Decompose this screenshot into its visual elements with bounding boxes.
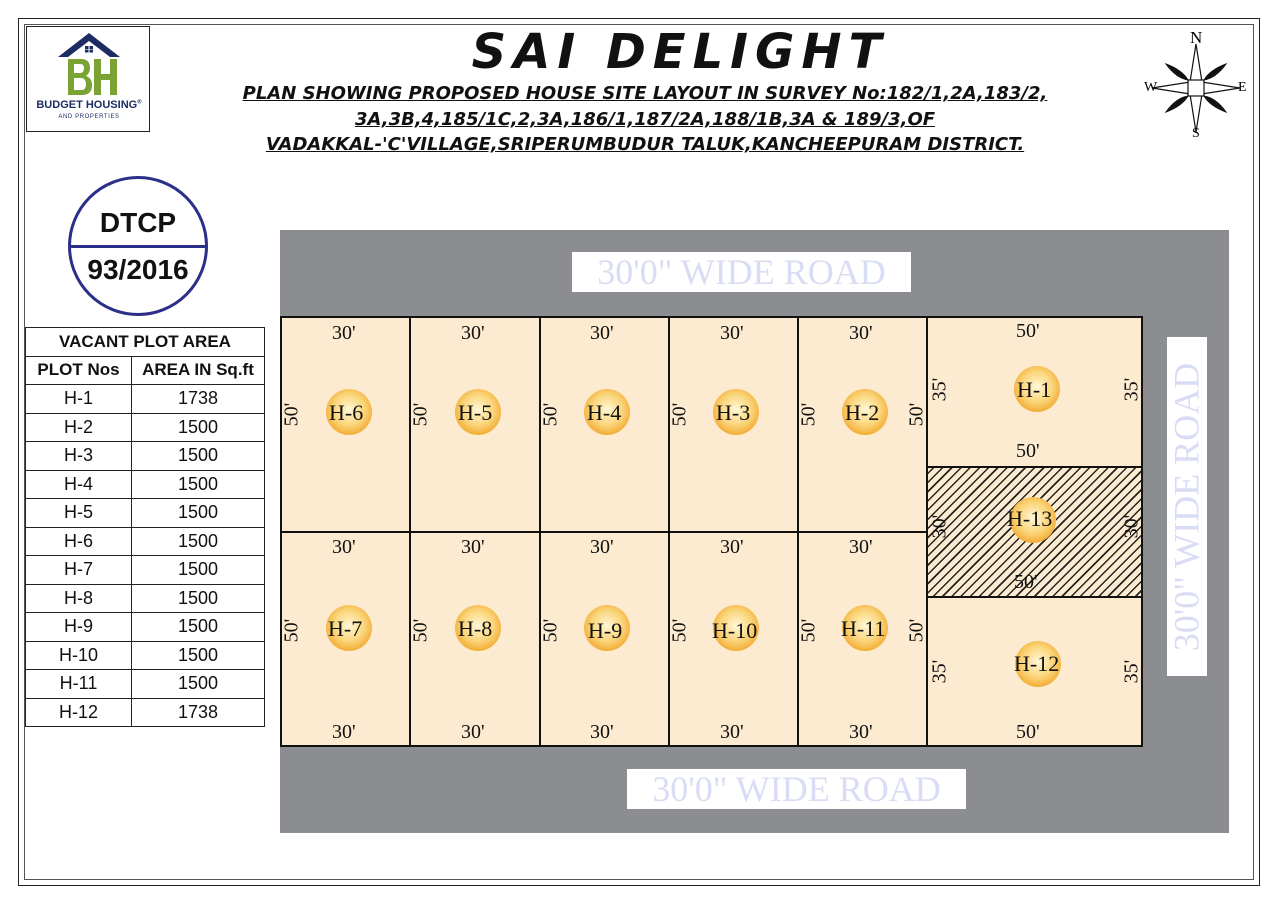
area-cell: 1500 (132, 442, 265, 471)
area-cell: 1500 (132, 584, 265, 613)
subtitle-line-3: VADAKKAL-'C'VILLAGE,SRIPERUMBUDUR TALUK,KANCHEEPURAM DISTRICT. (265, 134, 1025, 155)
plot-h5-label: H-5 (458, 400, 493, 425)
bottom-road-label: 30'0" WIDE ROAD (627, 769, 966, 809)
plot-h10-label: H-10 (712, 618, 758, 643)
plot-width-dim: 30' (590, 721, 614, 743)
area-cell: 1500 (132, 527, 265, 556)
plot-width-dim: 30' (332, 322, 356, 344)
plot-width-dim: 30' (332, 536, 356, 558)
plot-no-cell: H-6 (26, 527, 132, 556)
plot-width-dim: 30' (849, 536, 873, 558)
dtcp-authority: DTCP (99, 207, 177, 238)
plot-no-cell: H-8 (26, 584, 132, 613)
compass-east-label: E (1238, 80, 1247, 95)
plot-depth-dim: 50' (797, 402, 820, 427)
right-road-label: 30'0" WIDE ROAD (1166, 362, 1207, 652)
logo-tagline: AND PROPERTIES (58, 114, 120, 120)
plot-depth-dim: 50' (668, 618, 691, 643)
area-cell: 1500 (132, 413, 265, 442)
area-cell: 1738 (132, 698, 265, 727)
house-logo-icon (54, 31, 124, 97)
plot-h6-label: H-6 (329, 400, 364, 425)
plot-no-cell: H-9 (26, 613, 132, 642)
plot-no-cell: H-10 (26, 641, 132, 670)
plot-no-cell: H-7 (26, 556, 132, 585)
plot-depth-dim: 30' (1120, 514, 1143, 539)
plot-depth-dim: 50' (797, 618, 820, 643)
plot-depth-dim: 50' (668, 402, 691, 427)
area-cell: 1500 (132, 613, 265, 642)
plot-h2-label: H-2 (845, 400, 880, 425)
plot-h4-label: H-4 (587, 400, 622, 425)
plot-h13-label: H-13 (1007, 506, 1053, 531)
plot-no-cell: H-11 (26, 670, 132, 699)
table-row (26, 670, 265, 699)
plot-width-dim: 30' (332, 721, 356, 743)
table-row (26, 499, 265, 528)
compass-south-label: S (1192, 126, 1200, 141)
top-road-label: 30'0" WIDE ROAD (572, 252, 911, 292)
logo-company-name: BUDGET HOUSING (36, 99, 138, 111)
plot-no-cell: H-2 (26, 413, 132, 442)
plot-divider (927, 466, 1141, 468)
plot-width-dim: 30' (720, 322, 744, 344)
plot-depth-dim: 30' (928, 514, 951, 539)
plot-h9-label: H-9 (588, 618, 623, 643)
plot-depth-dim: 50' (409, 618, 432, 643)
plot-h11-label: H-11 (841, 616, 886, 641)
plot-width-dim: 50' (1016, 320, 1040, 342)
table-row (26, 613, 265, 642)
table-row (26, 413, 265, 442)
dtcp-approval-seal (68, 176, 208, 316)
plot-width-dim: 30' (590, 322, 614, 344)
plot-area-table (25, 327, 265, 727)
table-row (26, 442, 265, 471)
plot-width-dim: 50' (1016, 721, 1040, 743)
plot-no-cell: H-12 (26, 698, 132, 727)
plot-width-dim: 30' (590, 536, 614, 558)
area-cell: 1500 (132, 641, 265, 670)
plot-depth-dim: 35' (1120, 377, 1143, 402)
north-compass (1140, 28, 1252, 144)
plot-h8-label: H-8 (458, 616, 493, 641)
header-area: AREA IN Sq.ft (132, 356, 265, 385)
table-row (26, 641, 265, 670)
dtcp-number: 93/2016 (87, 254, 189, 285)
table-header-row (26, 356, 265, 385)
plot-depth-dim: 50' (539, 402, 562, 427)
plot-h7-label: H-7 (328, 616, 363, 641)
subtitle-line-1: PLAN SHOWING PROPOSED HOUSE SITE LAYOUT IN SURVEY No:182/1,2A,183/2, (242, 83, 1048, 104)
plot-width-dim: 30' (461, 721, 485, 743)
table-row (26, 385, 265, 414)
plot-depth-dim: 50' (409, 402, 432, 427)
plot-depth-dim: 50' (905, 618, 928, 643)
table-title: VACANT PLOT AREA (26, 328, 265, 357)
table-title-row (26, 328, 265, 357)
area-cell: 1500 (132, 499, 265, 528)
plot-depth-dim: 50' (905, 402, 928, 427)
plot-depth-dim: 35' (1120, 659, 1143, 684)
right-road-label-box (1167, 337, 1207, 676)
plot-depth-dim: 50' (539, 618, 562, 643)
plot-width-dim: 50' (1016, 440, 1040, 462)
plot-depth-dim: 35' (928, 377, 951, 402)
plot-width-dim: 50' (1014, 571, 1038, 593)
plot-no-cell: H-1 (26, 385, 132, 414)
table-row (26, 470, 265, 499)
plot-no-cell: H-4 (26, 470, 132, 499)
plot-h12-label: H-12 (1014, 651, 1060, 676)
plot-width-dim: 30' (849, 721, 873, 743)
plot-h1-label: H-1 (1017, 377, 1052, 402)
plot-width-dim: 30' (720, 536, 744, 558)
plot-divider (281, 531, 927, 533)
area-cell: 1500 (132, 556, 265, 585)
header-plot-nos: PLOT Nos (26, 356, 132, 385)
table-row (26, 527, 265, 556)
plot-width-dim: 30' (849, 322, 873, 344)
area-cell: 1500 (132, 470, 265, 499)
table-row (26, 556, 265, 585)
plot-depth-dim: 35' (928, 659, 951, 684)
company-logo (26, 26, 150, 132)
plot-depth-dim: 50' (280, 618, 303, 643)
plot-no-cell: H-3 (26, 442, 132, 471)
registered-mark: ® (137, 99, 142, 106)
table-row (26, 584, 265, 613)
plot-width-dim: 30' (720, 721, 744, 743)
compass-west-label: W (1144, 80, 1158, 95)
plot-no-cell: H-5 (26, 499, 132, 528)
plot-width-dim: 30' (461, 322, 485, 344)
seal-divider (71, 245, 208, 248)
area-cell: 1500 (132, 670, 265, 699)
area-cell: 1738 (132, 385, 265, 414)
table-row (26, 698, 265, 727)
plot-divider (927, 596, 1141, 598)
subtitle-line-2: 3A,3B,4,185/1C,2,3A,186/1,187/2A,188/1B,3A & 189/3,OF (354, 109, 936, 130)
plot-h3-label: H-3 (716, 400, 751, 425)
compass-north-label: N (1190, 28, 1203, 47)
project-title: SAI DELIGHT (471, 24, 889, 80)
plot-width-dim: 30' (461, 536, 485, 558)
plot-depth-dim: 50' (280, 402, 303, 427)
